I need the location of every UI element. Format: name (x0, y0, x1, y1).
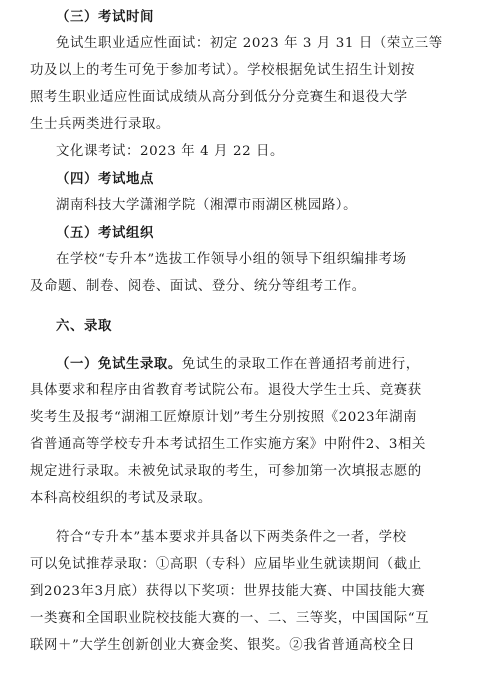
paragraph-line: 省普通高等学校专升本考试招生工作实施方案》中附件2、3相关 (30, 437, 426, 452)
paragraph-line: 一类赛和全国职业院校技能大赛的一、二、三等奖，中国国际“互 (30, 611, 430, 626)
paragraph-line: 功及以上的考生可免于参加考试）。学校根据免试生招生计划按 (30, 63, 416, 78)
paragraph-line: 文化课考试：2023 年 4 月 22 日。 (56, 144, 285, 159)
paragraph-line: 到2023年3月底）获得以下奖项：世界技能大赛、中国技能大赛 (30, 584, 426, 599)
paragraph-line: 本科高校组织的考试及录取。 (30, 491, 212, 506)
paragraph-line: 照考生职业适应性面试成绩从高分到低分分竞赛生和退役大学 (30, 90, 408, 105)
paragraph-line: 符合“专升本”基本要求并具备以下两类条件之一者，学校 (56, 530, 407, 545)
paragraph-text: 免试生的录取工作在普通招考前进行， (181, 357, 420, 372)
paragraph-line: 及命题、制卷、阅卷、面试、登分、统分等组考工作。 (30, 279, 366, 294)
paragraph-line: 生士兵两类进行录取。 (30, 117, 170, 132)
section-heading-exam-time: （三）考试时间 (56, 9, 154, 25)
paragraph-line: 奖考生及报考“湖湘工匠燎原计划”考生分别按照《2023年湖南 (30, 410, 418, 425)
subheading-exempt-admission: （一）免试生录取。 (56, 356, 182, 372)
paragraph-line: 可以免试推荐录取：①高职（专科）应届毕业生就读期间（截止 (30, 557, 422, 572)
paragraph-line: 具体要求和程序由省教育考试院公布。退役大学生士兵、竞赛获 (30, 383, 422, 398)
paragraph-line: 规定进行录取。未被免试录取的考生，可参加第一次填报志愿的 (30, 464, 422, 479)
paragraph-line: 在学校“专升本”选拔工作领导小组的领导下组织编排考场 (56, 252, 407, 267)
section-heading-exam-organization: （五）考试组织 (56, 225, 154, 241)
paragraph-line: 免试生职业适应性面试：初定 2023 年 3 月 31 日（荣立三等 (56, 36, 443, 51)
section-heading-exam-location: （四）考试地点 (56, 171, 154, 187)
chapter-heading-admission: 六、录取 (56, 318, 112, 334)
paragraph-line: 湖南科技大学潇湘学院（湘潭市雨湖区桃园路）。 (56, 198, 358, 213)
paragraph-line: 联网＋”大学生创新创业大赛金奖、银奖。②我省普通高校全日 (30, 638, 416, 653)
paragraph-line (0, 355, 501, 373)
